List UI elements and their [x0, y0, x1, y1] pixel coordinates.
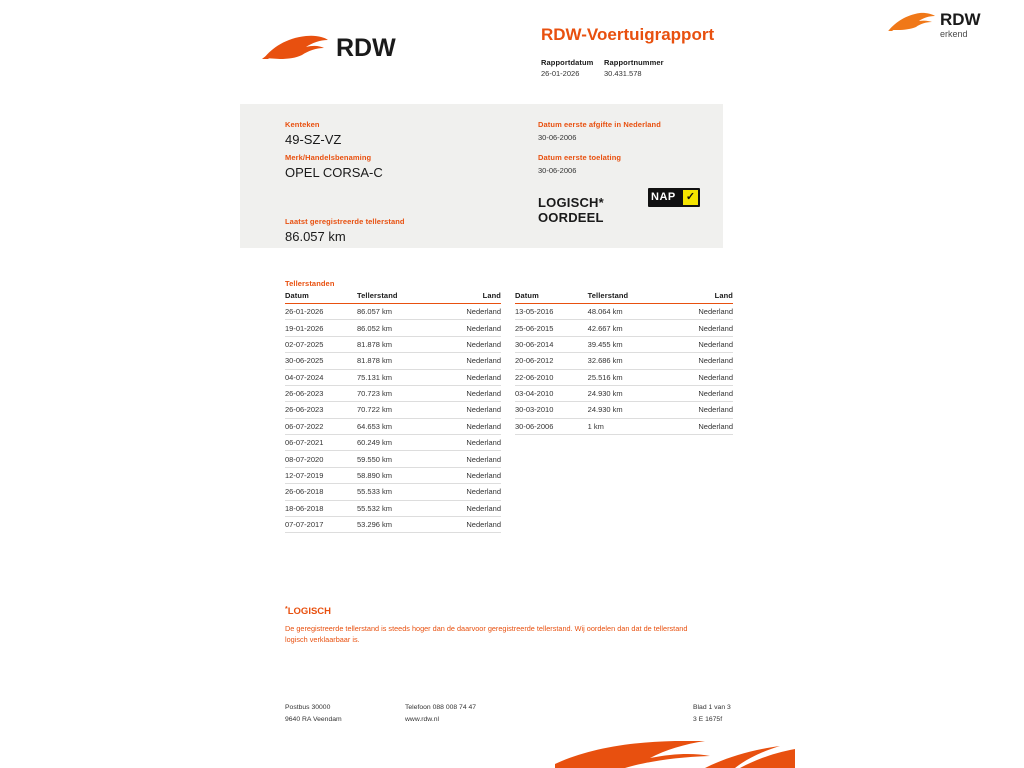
- table-row: [285, 418, 501, 434]
- footnote-body: De geregistreerde tellerstand is steeds hoger dan de daarvoor geregistreerde tellerstand. Wij oordelen dan dat de tellerstand logisch verklaarbaar is.: [285, 624, 688, 644]
- footer-address-line-2: 9640 RA Veendam: [285, 716, 342, 723]
- cell-country: Nederland: [672, 336, 733, 352]
- table-row: [285, 320, 501, 336]
- cell-country: Nederland: [441, 516, 501, 532]
- column-header-country: Land: [672, 291, 733, 304]
- odometer-table-left: [285, 291, 501, 533]
- cell-country: Nederland: [441, 385, 501, 401]
- cell-odometer: 70.722 km: [357, 402, 441, 418]
- table-row: [515, 402, 733, 418]
- cell-odometer: 53.296 km: [357, 516, 441, 532]
- table-row: [515, 320, 733, 336]
- first-admission-value: 30-06-2006: [538, 166, 577, 175]
- column-header-country: Land: [441, 291, 501, 304]
- table-row: [285, 500, 501, 516]
- cell-country: Nederland: [441, 304, 501, 320]
- cell-odometer: 24.930 km: [588, 385, 673, 401]
- footer-address-line-1: Postbus 30000: [285, 704, 331, 711]
- cell-country: Nederland: [441, 353, 501, 369]
- table-row: [285, 336, 501, 352]
- odometer-table-left-body: [285, 304, 501, 533]
- cell-date: 08-07-2020: [285, 451, 357, 467]
- rdw-erkend-logo: [888, 8, 1008, 48]
- table-row: [285, 369, 501, 385]
- last-odometer-label: Laatst geregistreerde tellerstand: [285, 217, 405, 226]
- table-row: [515, 353, 733, 369]
- cell-country: Nederland: [672, 402, 733, 418]
- report-meta: [541, 58, 664, 78]
- cell-country: Nederland: [441, 320, 501, 336]
- cell-country: Nederland: [441, 435, 501, 451]
- cell-country: Nederland: [441, 418, 501, 434]
- table-header-row: [515, 291, 733, 304]
- column-header-date: Datum: [285, 291, 357, 304]
- rdw-swoosh-decoration-icon: [555, 740, 795, 768]
- table-row: [285, 402, 501, 418]
- verdict-line-2: OORDEEL: [538, 210, 604, 225]
- cell-country: Nederland: [672, 304, 733, 320]
- cell-date: 22-06-2010: [515, 369, 588, 385]
- cell-date: 30-06-2006: [515, 418, 588, 434]
- rdw-logo-wordmark: RDW: [336, 34, 396, 62]
- cell-date: 25-06-2015: [515, 320, 588, 336]
- cell-country: Nederland: [441, 500, 501, 516]
- cell-odometer: 39.455 km: [588, 336, 673, 352]
- table-row: [515, 304, 733, 320]
- cell-odometer: 60.249 km: [357, 435, 441, 451]
- rdw-erkend-wordmark: RDW: [940, 10, 981, 29]
- table-row: [285, 467, 501, 483]
- nap-badge-text: NAP: [651, 191, 676, 203]
- table-row: [515, 385, 733, 401]
- cell-date: 26-06-2023: [285, 402, 357, 418]
- cell-date: 30-03-2010: [515, 402, 588, 418]
- cell-date: 02-07-2025: [285, 336, 357, 352]
- table-row: [285, 304, 501, 320]
- cell-odometer: 81.878 km: [357, 336, 441, 352]
- cell-date: 18-06-2018: [285, 500, 357, 516]
- cell-odometer: 32.686 km: [588, 353, 673, 369]
- table-row: [285, 385, 501, 401]
- vehicle-summary-panel: [240, 104, 723, 248]
- cell-odometer: 86.057 km: [357, 304, 441, 320]
- cell-date: 30-06-2025: [285, 353, 357, 369]
- column-header-date: Datum: [515, 291, 588, 304]
- cell-date: 26-06-2023: [285, 385, 357, 401]
- cell-odometer: 86.052 km: [357, 320, 441, 336]
- cell-odometer: 48.064 km: [588, 304, 673, 320]
- cell-odometer: 55.532 km: [357, 500, 441, 516]
- report-date-block: [541, 58, 604, 78]
- report-number-label: Rapportnummer: [604, 58, 664, 67]
- verdict-block: [538, 195, 604, 225]
- cell-country: Nederland: [441, 369, 501, 385]
- cell-country: Nederland: [672, 353, 733, 369]
- cell-date: 12-07-2019: [285, 467, 357, 483]
- first-issue-nl-label: Datum eerste afgifte in Nederland: [538, 120, 661, 129]
- column-header-odometer: Tellerstand: [588, 291, 673, 304]
- footer-pagination: [693, 702, 731, 726]
- footer-contact: [405, 702, 476, 726]
- cell-country: Nederland: [672, 418, 733, 434]
- footnote-star: *: [285, 606, 288, 613]
- cell-odometer: 64.653 km: [357, 418, 441, 434]
- licence-plate-value: 49-SZ-VZ: [285, 132, 342, 147]
- cell-country: Nederland: [441, 467, 501, 483]
- table-row: [285, 516, 501, 532]
- report-number-value: 30.431.578: [604, 69, 642, 78]
- cell-odometer: 24.930 km: [588, 402, 673, 418]
- bottom-decoration: [555, 740, 795, 768]
- cell-country: Nederland: [441, 451, 501, 467]
- cell-date: 06-07-2021: [285, 435, 357, 451]
- table-row: [515, 336, 733, 352]
- cell-date: 20-06-2012: [515, 353, 588, 369]
- report-number-block: [604, 58, 664, 78]
- odometer-table-title: Tellerstanden: [285, 279, 335, 288]
- odometer-table-right-body: [515, 304, 733, 435]
- cell-country: Nederland: [441, 336, 501, 352]
- cell-country: Nederland: [441, 402, 501, 418]
- last-odometer-value: 86.057 km: [285, 229, 346, 244]
- cell-date: 04-07-2024: [285, 369, 357, 385]
- report-date-label: Rapportdatum: [541, 58, 594, 67]
- first-issue-nl-value: 30-06-2006: [538, 133, 577, 142]
- rdw-logo: [262, 20, 396, 64]
- rdw-swoosh-icon: [262, 34, 330, 60]
- cell-date: 26-06-2018: [285, 484, 357, 500]
- cell-country: Nederland: [672, 369, 733, 385]
- footer-phone: Telefoon 088 008 74 47: [405, 704, 477, 711]
- report-date-value: 26-01-2026: [541, 69, 580, 78]
- rdw-erkend-subtitle: erkend: [940, 29, 968, 39]
- make-model-label: Merk/Handelsbenaming: [285, 153, 372, 162]
- make-model-value: OPEL CORSA-C: [285, 165, 383, 180]
- page-title: RDW-Voertuigrapport: [541, 25, 715, 44]
- footer-page-number: Blad 1 van 3: [693, 704, 731, 711]
- footer-form-code: 3 E 1675f: [693, 716, 723, 723]
- rdw-erkend-swoosh-icon: [888, 12, 936, 32]
- column-header-odometer: Tellerstand: [357, 291, 441, 304]
- cell-date: 06-07-2022: [285, 418, 357, 434]
- cell-odometer: 59.550 km: [357, 451, 441, 467]
- cell-date: 26-01-2026: [285, 304, 357, 320]
- footnote-title: [285, 606, 331, 617]
- cell-country: Nederland: [672, 320, 733, 336]
- check-icon: ✓: [683, 190, 698, 205]
- cell-odometer: 75.131 km: [357, 369, 441, 385]
- cell-date: 13-05-2016: [515, 304, 588, 320]
- table-header-row: [285, 291, 501, 304]
- odometer-table-right: [515, 291, 733, 435]
- first-admission-label: Datum eerste toelating: [538, 153, 622, 162]
- table-row: [285, 435, 501, 451]
- nap-badge: [648, 188, 700, 207]
- cell-odometer: 55.533 km: [357, 484, 441, 500]
- table-row: [285, 451, 501, 467]
- cell-country: Nederland: [441, 484, 501, 500]
- cell-odometer: 1 km: [588, 418, 673, 434]
- footnote-title-text: LOGISCH: [287, 606, 332, 617]
- footer-address: [285, 702, 342, 726]
- table-row: [285, 353, 501, 369]
- table-row: [515, 418, 733, 434]
- cell-odometer: 42.667 km: [588, 320, 673, 336]
- cell-odometer: 25.516 km: [588, 369, 673, 385]
- table-row: [515, 369, 733, 385]
- cell-date: 07-07-2017: [285, 516, 357, 532]
- cell-country: Nederland: [672, 385, 733, 401]
- cell-odometer: 81.878 km: [357, 353, 441, 369]
- cell-odometer: 70.723 km: [357, 385, 441, 401]
- table-row: [285, 484, 501, 500]
- cell-odometer: 58.890 km: [357, 467, 441, 483]
- cell-date: 19-01-2026: [285, 320, 357, 336]
- cell-date: 03-04-2010: [515, 385, 588, 401]
- licence-plate-label: Kenteken: [285, 120, 320, 129]
- footer-website: www.rdw.nl: [405, 716, 439, 723]
- verdict-line-1: LOGISCH*: [538, 195, 604, 210]
- cell-date: 30-06-2014: [515, 336, 588, 352]
